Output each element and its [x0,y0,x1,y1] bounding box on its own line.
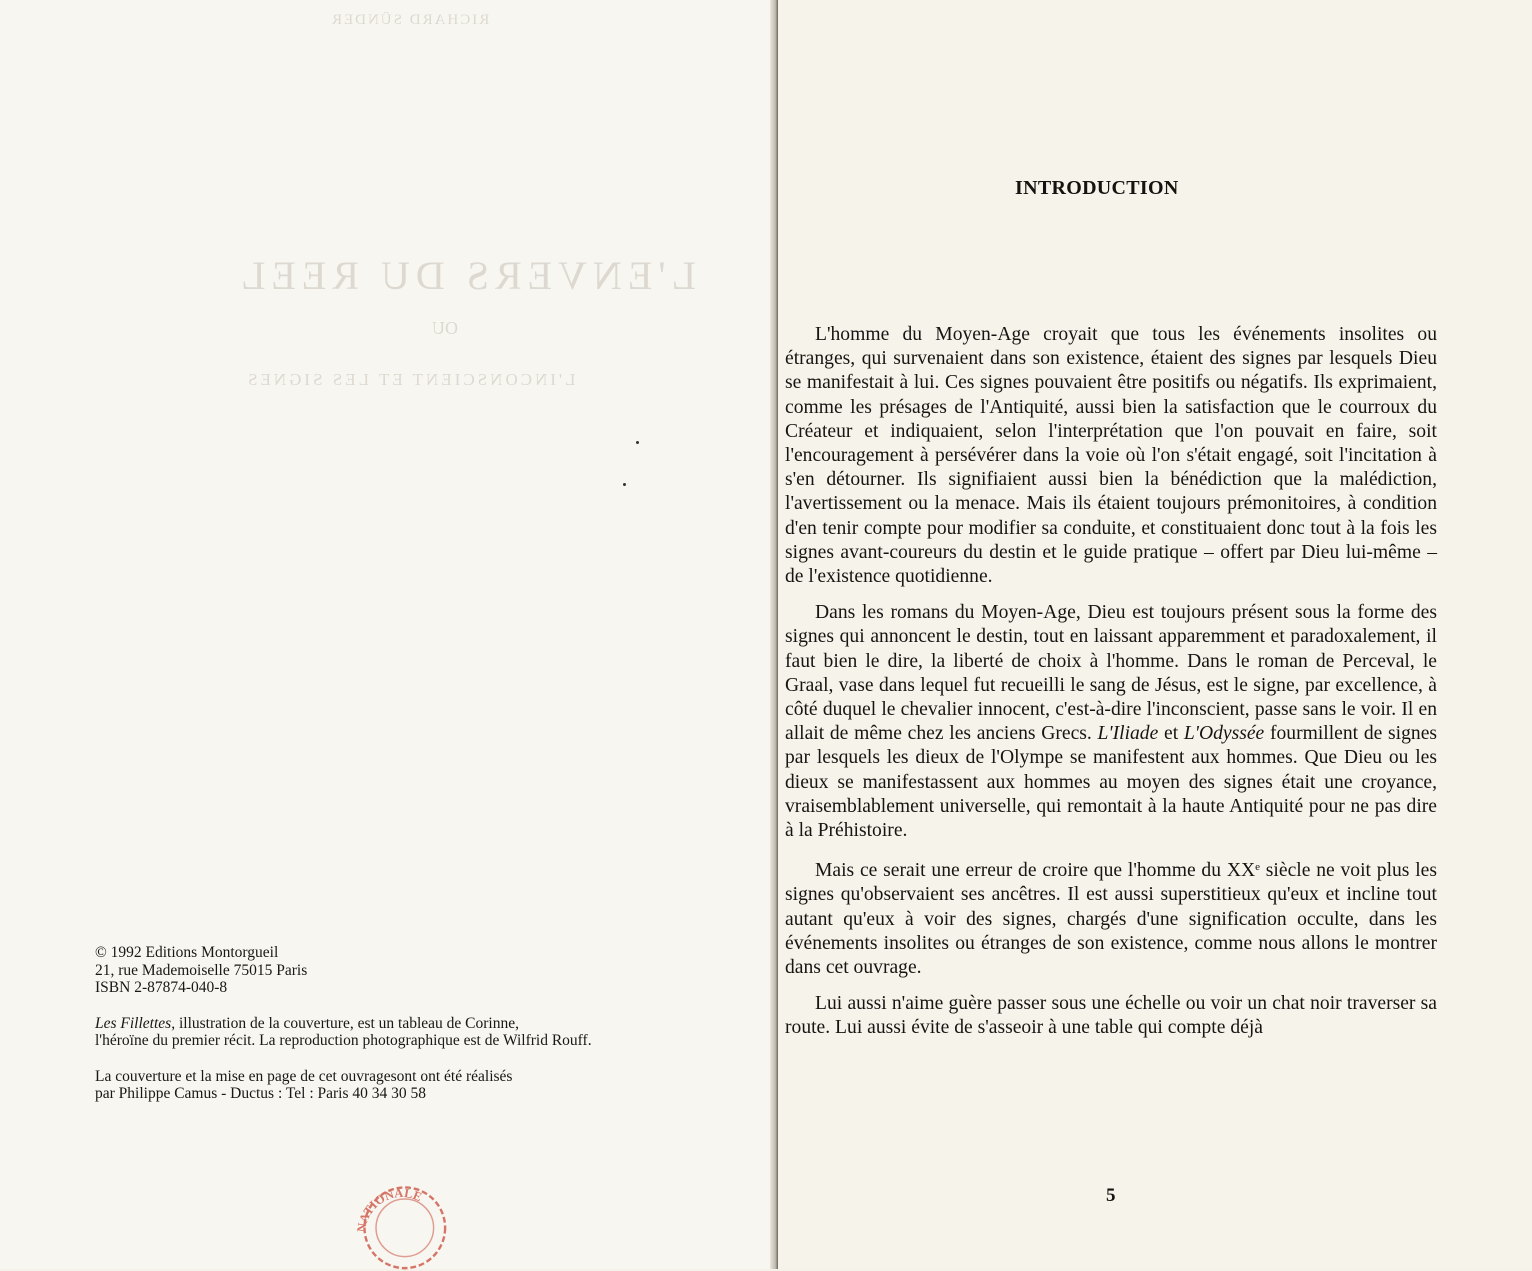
svg-text:NATIONALE [354,1186,424,1233]
bleed-through-subtitle: L'INCONSCIENT ET LES SIGNES [245,370,576,389]
stamp-text: NATIONALE [354,1185,424,1234]
cover-credit-rest: , illustration de la couverture, est un tableau de Corinne, [171,1014,519,1032]
bleed-through-author: RICHARD SÜNDER [330,12,490,28]
century-superscript: e [1255,861,1261,874]
paragraph-3 [785,855,1437,980]
chapter-heading: INTRODUCTION [1015,177,1179,199]
page-number: 5 [1106,1185,1116,1206]
library-stamp-icon [352,1175,448,1271]
copyright-line: © 1992 Editions Montorgueil [95,944,279,961]
isbn-line: ISBN 2-87874-040-8 [95,979,228,996]
paragraph-2 [785,601,1437,843]
layout-credit-line-1: La couverture et la mise en page de cet ouvragesont ont été réalisés [95,1067,513,1085]
publisher-info [95,944,735,997]
body-text [785,323,1437,1041]
cover-title: Les Fillettes [95,1014,172,1032]
address-line: 21, rue Mademoiselle 75015 Paris [95,961,308,979]
cover-credit-line-1 [95,1015,735,1033]
stray-mark [623,483,626,486]
layout-credit [95,1068,735,1103]
paragraph-2-conjunction: et [1158,723,1184,745]
cover-credit-line-2: l'héroïne du premier récit. La reproduction photographique est de Wilfrid Rouff. [95,1032,592,1049]
cover-credit [95,1015,735,1050]
paragraph-2-part-b: fourmillent de signes par lesquels les dieux de l'Olympe se manifestent aux hommes. Que Dieu ou les dieux se manifestassent aux hommes au moyen des signes était une croyance, vraisemblablement universelle, qui remontait à la haute Antiquité pour ne pas dire à la Préhistoire. [785,723,1438,842]
paragraph-3-part-b: siècle ne voit plus les signes qu'observaient ses ancêtres. Il est aussi superstitieux qu'eux et incline tout autant qu'eux à voir des signes, chargés d'une signification occulte, dans les événements insolites ou étranges de son existence, comme nous allons le montrer dans cet ouvrage. [785,860,1437,979]
paragraph-1: L'homme du Moyen-Age croyait que tous les événements insolites ou étranges, qui survenaient dans son existence, étaient des signes par lesquels Dieu se manifestait à lui. Ces signes pouvaient être positifs ou négatifs. Ils exprimaient, comme les présages de l'Antiquité, aussi bien la satisfaction que le courroux du Créateur et indiquaient, selon l'interprétation que l'on pouvait en faire, soit l'encouragement à persévérer dans la voie où l'on s'était engagé, soit l'incitation à s'en détourner. Ils signifiaient aussi bien la bénédiction que la malédiction, l'avertissement ou la menace. Mais ils étaient toujours prémonitoires, à condition d'en tenir compte pour modifier sa conduite, et constituaient donc tout à la fois les signes avant-coureurs du destin et le guide pratique – offert par Dieu lui-même – de l'existence quotidienne. [785,324,1437,588]
stray-mark [636,441,639,444]
bleed-through-ou: OU [432,318,458,338]
iliade-title: L'Iliade [1097,723,1159,745]
paragraph-4: Lui aussi n'aime guère passer sous une échelle ou voir un chat noir traverser sa route. Lui aussi évite de s'asseoir à une table qui compte déjà [785,993,1437,1039]
paragraph-2-part-a: Dans les romans du Moyen-Age, Dieu est toujours présent sous la forme des signes qui annoncent le destin, tout en laissant apparemment et paradoxalement, il faut bien le dire, la liberté de choix à l'homme. Dans le roman de Perceval, le Graal, vase dans lequel fut recueilli le sang de Jésus, est le signe, par excellence, à côté duquel le chevalier innocent, c'est-à-dire l'inconscient, passe sans le voir. Il en allait de même chez les anciens Grecs. [785,602,1437,745]
imprint-block [95,944,735,1103]
odyssee-title: L'Odyssée [1183,723,1265,745]
layout-credit-line-2: par Philippe Camus - Ductus : Tel : Paris 40 34 30 58 [95,1085,426,1102]
paragraph-3-part-a: Mais ce serait une erreur de croire que l'homme du XX [815,860,1256,882]
bleed-through-title: L'ENVERS DU REEL [235,253,696,298]
